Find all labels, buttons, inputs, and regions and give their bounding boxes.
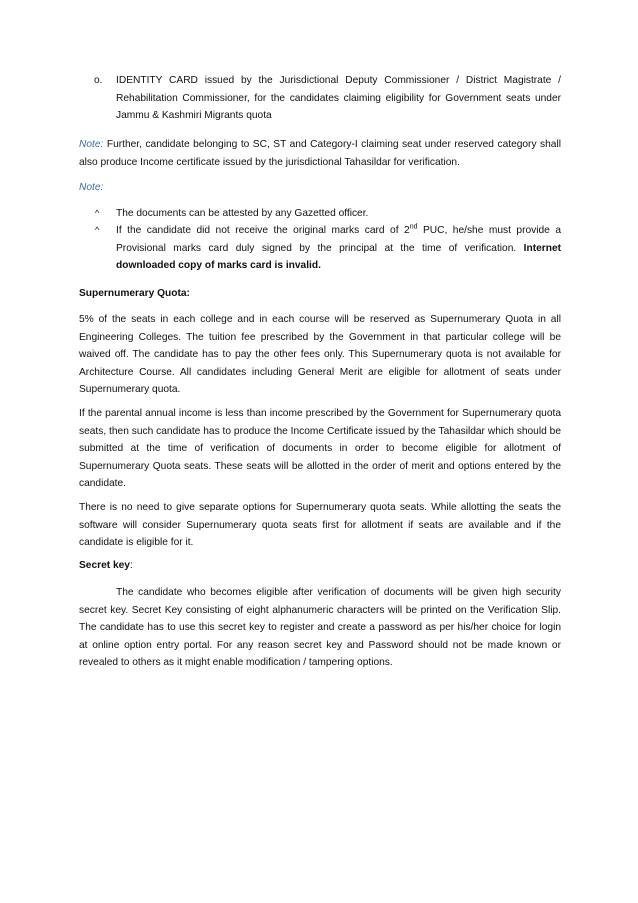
bullet-attested: The documents can be attested by any Gazetted officer. [116, 208, 369, 219]
note-label: Note: [79, 139, 104, 150]
identity-card-item: IDENTITY CARD issued by the Jurisdictional Deputy Commissioner / District Magistrate / Rehabilitation Commissioner, for the candidates claiming eligibility for Government seats under Jammu & Kashmiri Migrants quota [116, 75, 561, 121]
secret-key-heading: Secret key: [79, 560, 133, 571]
bullet-marks-card: If the candidate did not receive the original marks card of 2nd PUC, he/she must provide a Provisional marks card duly signed by the principal at the time of verification. Internet downloaded copy of marks card is invalid. [116, 223, 561, 271]
invalid-copy-warning: Internet downloaded copy of marks card is invalid. [116, 242, 561, 271]
note-label-2: Note: [79, 182, 104, 193]
secret-key-paragraph: The candidate who becomes eligible after verification of documents will be given high security secret key. Secret Key consisting of eight alphanumeric characters will be printed on the Verification Slip. The candidate has to use this secret key to register and create a password as per his/her choice for login at online option entry portal. For any reason secret key and Password should not be made known or revealed to others as it might enable modification / tampering options. [79, 587, 561, 668]
note-income-certificate [79, 136, 561, 171]
caret-bullet-icon: ^ [95, 225, 100, 235]
supernumerary-paragraph-2: If the parental annual income is less than income prescribed by the Government for Supernumerary quota seats, then such candidate has to produce the Income Certificate issued by the Tahasildar which should be submitted at the time of verification of documents in order to become eligible for allotment of Supernumerary Quota seats. These seats will be allotted in the order of merit and options entered by the candidate. [79, 408, 561, 489]
supernumerary-heading: Supernumerary Quota: [79, 288, 190, 299]
note-text: Further, candidate belonging to SC, ST and Category-I claiming seat under reserved category shall also produce Income certificate issued by the jurisdictional Tahasildar for verification. [79, 139, 561, 168]
list-marker-o: o. [94, 75, 103, 86]
supernumerary-paragraph-3: There is no need to give separate options for Supernumerary quota seats. While allotting the seats the software will consider Supernumerary quota seats first for allotment if seats are available and if the candidate is eligible for it. [79, 502, 561, 548]
caret-bullet-icon: ^ [95, 208, 100, 218]
supernumerary-paragraph-1: 5% of the seats in each college and in each course will be reserved as Supernumerary Quota in all Engineering Colleges. The tuition fee prescribed by the Government in that particular college will be waived off. The candidate has to pay the other fees only. This Supernumerary quota is not available for Architecture Course. All candidates including General Merit are eligible for allotment of seats under Supernumerary quota. [79, 314, 561, 395]
